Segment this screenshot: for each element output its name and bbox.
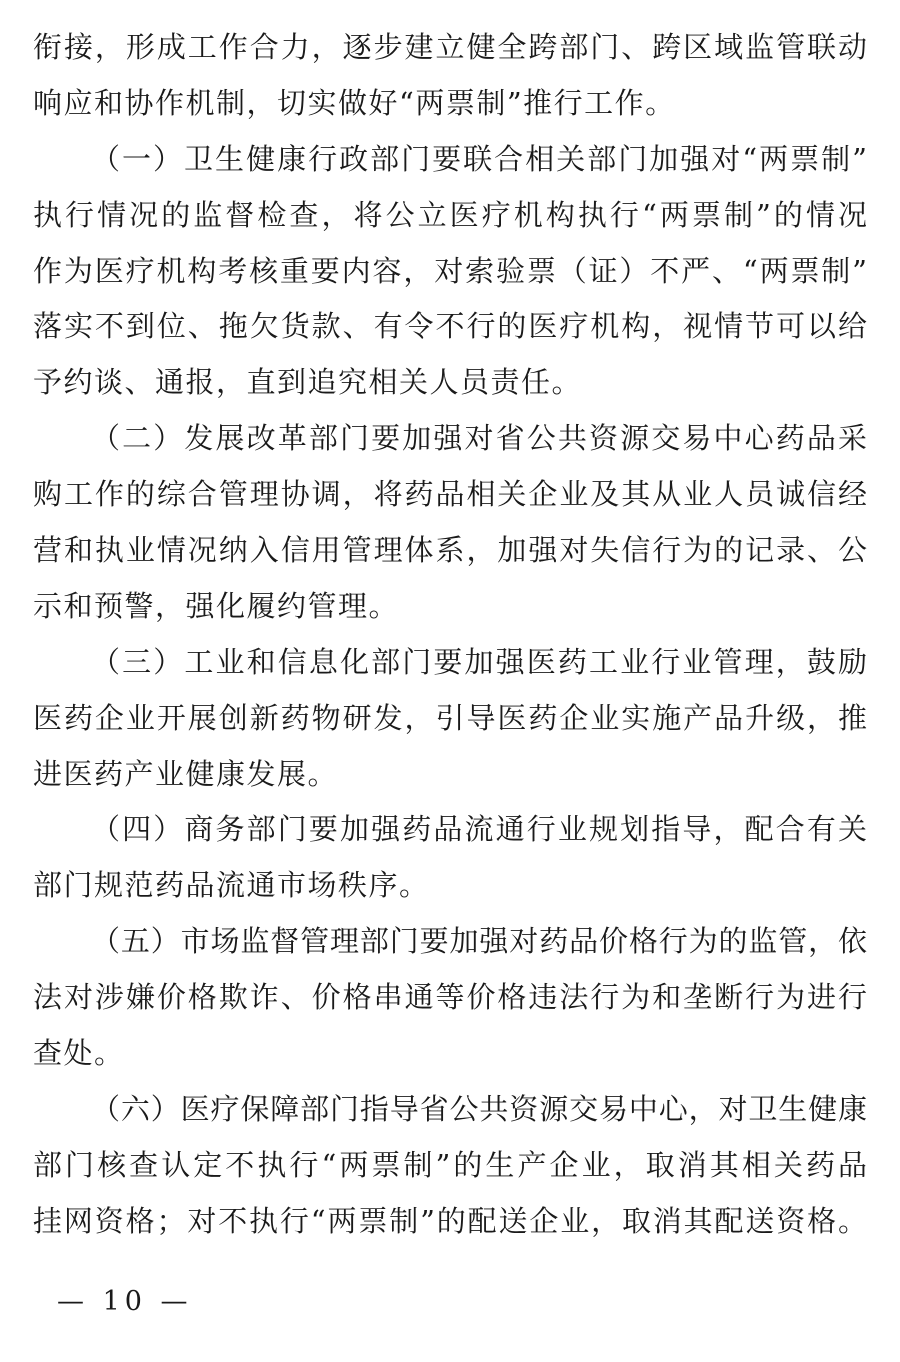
- text-line: （六）医疗保障部门指导省公共资源交易中心，对卫生健康: [91, 1091, 867, 1126]
- text-line: 示和预警，强化履约管理。: [33, 588, 400, 623]
- text-line: 挂网资格；对不执行“两票制”的配送企业，取消其配送资格。: [33, 1203, 867, 1238]
- text-line: （二）发展改革部门要加强对省公共资源交易中心药品采: [91, 421, 867, 456]
- text-line: 部门规范药品流通市场秩序。: [33, 868, 430, 903]
- text-line: 医药企业开展创新药物研发，引导医药企业实施产品升级，推: [33, 700, 867, 735]
- text-line: 进医药产业健康发展。: [33, 756, 339, 791]
- text-line: 落实不到位、拖欠货款、有令不行的医疗机构，视情节可以给: [33, 309, 867, 344]
- text-line: （五）市场监督管理部门要加强对药品价格行为的监管，依: [91, 924, 867, 959]
- text-line: （一）卫生健康行政部门要联合相关部门加强对“两票制”: [91, 141, 867, 176]
- text-line: 执行情况的监督检查，将公立医疗机构执行“两票制”的情况: [33, 197, 867, 232]
- text-line: 法对涉嫌价格欺诈、价格串通等价格违法行为和垄断行为进行: [33, 980, 867, 1015]
- text-line: 部门核查认定不执行“两票制”的生产企业，取消其相关药品: [33, 1147, 867, 1182]
- text-line: （三）工业和信息化部门要加强医药工业行业管理，鼓励: [91, 644, 867, 679]
- text-line: （四）商务部门要加强药品流通行业规划指导，配合有关: [91, 812, 867, 847]
- text-line: 营和执业情况纳入信用管理体系，加强对失信行为的记录、公: [33, 533, 867, 568]
- text-line: 作为医疗机构考核重要内容，对索验票（证）不严、“两票制”: [33, 253, 867, 288]
- text-line: 购工作的综合管理协调，将药品相关企业及其从业人员诚信经: [33, 477, 867, 512]
- document-body: [33, 20, 867, 1250]
- text-line: 衔接，形成工作合力，逐步建立健全跨部门、跨区域监管联动: [33, 30, 867, 64]
- page-number: — 10 —: [57, 1286, 193, 1317]
- text-line: 响应和协作机制，切实做好“两票制”推行工作。: [33, 85, 676, 120]
- text-line: 查处。: [33, 1036, 125, 1071]
- text-line: 予约谈、通报，直到追究相关人员责任。: [33, 365, 583, 400]
